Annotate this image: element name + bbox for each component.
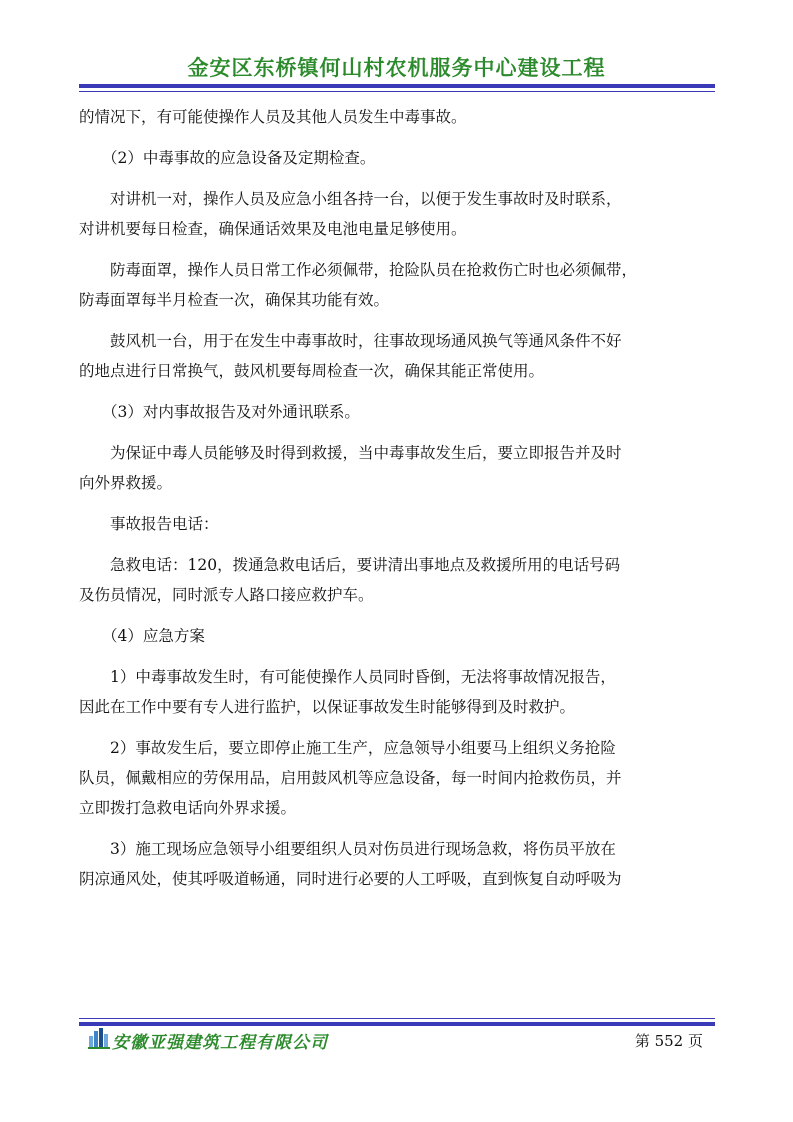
paragraph (79, 255, 719, 315)
paragraph (79, 621, 719, 651)
paragraph (79, 326, 719, 386)
text-line: 对讲机要每日检查，确保通话效果及电池电量足够使用。 (79, 220, 467, 238)
text-line: 为保证中毒人员能够及时得到救援，当中毒事故发生后，要立即报告并及时 (110, 444, 622, 462)
text-line: 鼓风机一台，用于在发生中毒事故时，往事故现场通风换气等通风条件不好 (110, 332, 622, 350)
text-line: 事故报告电话： (110, 515, 219, 533)
text-line: 因此在工作中要有专人进行监护，以保证事故发生时能够得到及时救护。 (79, 698, 576, 716)
text-line: 及伤员情况，同时派专人路口接应救护车。 (79, 586, 374, 604)
paragraph (79, 834, 719, 894)
text-line: 队员，佩戴相应的劳保用品，启用鼓风机等应急设备，每一时间内抢救伤员，并 (79, 769, 622, 787)
text-line: （4）应急方案 (102, 627, 205, 645)
text-line: 对讲机一对，操作人员及应急小组各持一台，以便于发生事故时及时联系， (110, 190, 622, 208)
page-header-title: 金安区东桥镇何山村农机服务中心建设工程 (187, 56, 606, 80)
text-line: 立即拨打急救电话向外界求援。 (79, 799, 297, 817)
text-line: 防毒面罩每半月检查一次，确保其功能有效。 (79, 291, 390, 309)
text-line: 防毒面罩，操作人员日常工作必须佩带，抢险队员在抢救伤亡时也必须佩带， (110, 261, 638, 279)
page-number: 第 552 页 (634, 1032, 703, 1050)
text-line: 2）事故发生后，要立即停止施工生产，应急领导小组要马上组织义务抢险 (110, 739, 616, 757)
text-line: 3）施工现场应急领导小组要组织人员对伤员进行现场急救，将伤员平放在 (110, 840, 616, 858)
text-line: 阴凉通风处，使其呼吸道畅通，同时进行必要的人工呼吸，直到恢复自动呼吸为 (79, 870, 622, 888)
paragraph (79, 438, 719, 498)
paragraph (79, 662, 719, 722)
paragraph (79, 397, 719, 427)
header-rule-thin (79, 91, 715, 92)
text-line: 的地点进行日常换气，鼓风机要每周检查一次，确保其能正常使用。 (79, 362, 545, 380)
paragraph (79, 102, 719, 132)
text-line: 急救电话：120，拨通急救电话后，要讲清出事地点及救援所用的电话号码 (110, 556, 621, 574)
paragraph (79, 184, 719, 244)
text-line: （3）对内事故报告及对外通讯联系。 (102, 403, 360, 421)
paragraph (79, 509, 719, 539)
text-line: 1）中毒事故发生时，有可能使操作人员同时昏倒，无法将事故情况报告， (110, 668, 616, 686)
building-logo-icon (88, 1027, 110, 1049)
paragraph (79, 733, 719, 823)
footer-company-name: 安徽亚强建筑工程有限公司 (112, 1033, 328, 1053)
text-line: 向外界救援。 (79, 474, 173, 492)
paragraph (79, 550, 719, 610)
footer-rule-thick (79, 1022, 715, 1026)
footer-rule-thin (79, 1018, 715, 1019)
header-rule-thick (79, 84, 715, 88)
text-line: 的情况下，有可能使操作人员及其他人员发生中毒事故。 (79, 108, 467, 126)
paragraph (79, 143, 719, 173)
text-line: （2）中毒事故的应急设备及定期检查。 (102, 149, 376, 167)
document-body (79, 102, 719, 905)
